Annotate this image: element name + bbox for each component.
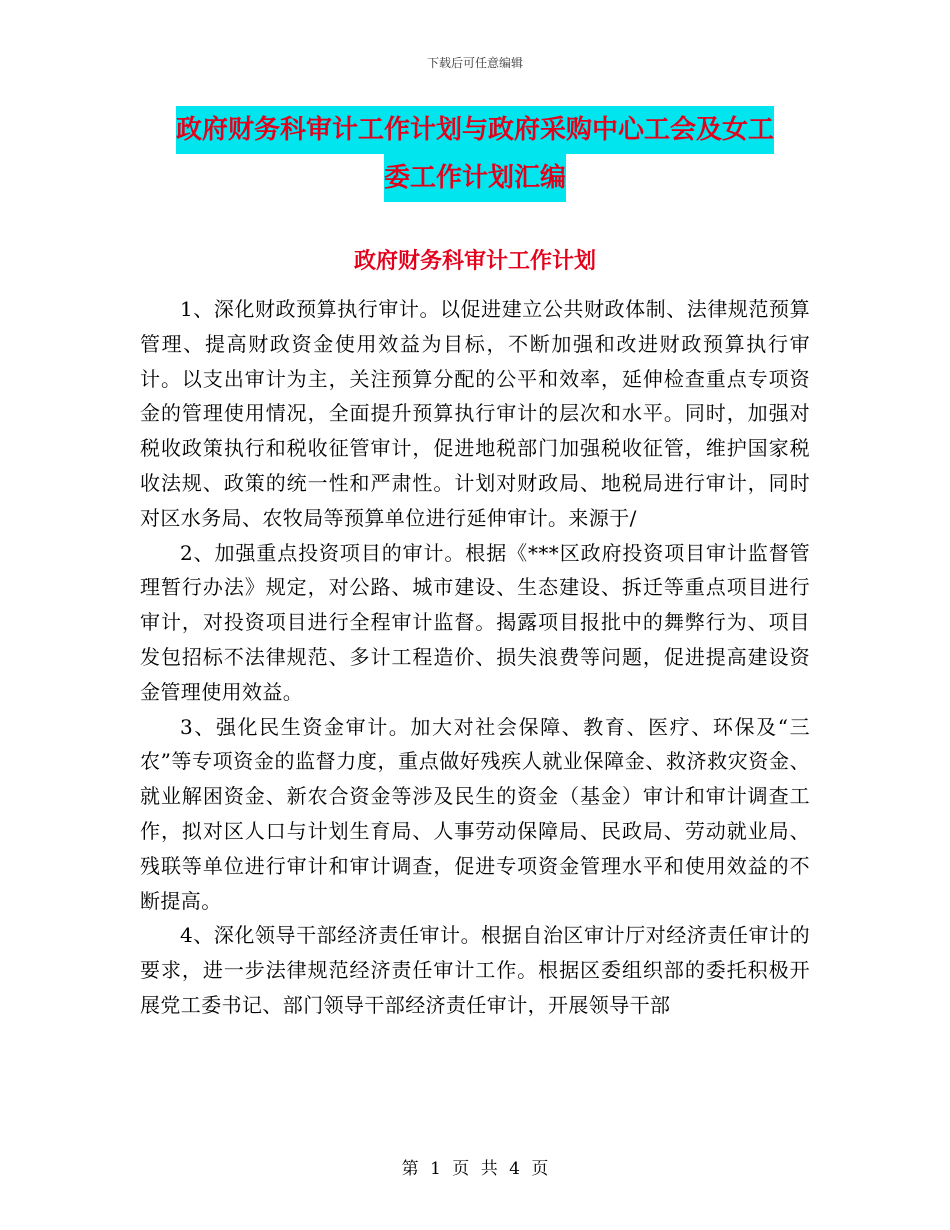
paragraph-1: 1、深化财政预算执行审计。以促进建立公共财政体制、法律规范预算管理、提高财政资金使用效益为目标，不断加强和改进财政预算执行审计。以支出审计为主，关注预算分配的公平和效率，延伸检查重点专项资金的管理使用情况，全面提升预算执行审计的层次和水平。同时，加强对税收政策执行和税收征管审计，促进地税部门加强税收征管，维护国家税收法规、政策的统一性和严肃性。计划对财政局、地税局进行审计，同时对区水务局、农牧局等预算单位进行延伸审计。来源于/ [140, 297, 810, 530]
paragraph-3: 3、强化民生资金审计。加大对社会保障、教育、医疗、环保及“三农”等专项资金的监督力度，重点做好残疾人就业保障金、救济救灾资金、就业解困资金、新农合资金等涉及民生的资金（基金）审计和审计调查工作，拟对区人口与计划生育局、人事劳动保障局、民政局、劳动就业局、残联等单位进行审计和审计调查，促进专项资金管理水平和使用效益的不断提高。 [140, 714, 810, 913]
document-title-line-1: 政府财务科审计工作计划与政府采购中心工会及女工 [176, 106, 774, 154]
page-number: 第 1 页 共 4 页 [401, 1159, 549, 1179]
document-title-line-2: 委工作计划汇编 [384, 154, 566, 202]
section-title: 政府财务科审计工作计划 [353, 249, 596, 274]
header-note: 下载后可任意编辑 [426, 56, 523, 70]
paragraph-2: 2、加强重点投资项目的审计。根据《***区政府投资项目审计监督管理暂行办法》规定，对公路、城市建设、生态建设、拆迁等重点项目进行审计，对投资项目进行全程审计监督。揭露项目报批中的舞弊行为、项目发包招标不法律规范、多计工程造价、损失浪费等问题，促进提高建设资金管理使用效益。 [140, 540, 810, 704]
document-body [140, 292, 810, 1023]
paragraph-4: 4、深化领导干部经济责任审计。根据自治区审计厅对经济责任审计的要求，进一步法律规范经济责任审计工作。根据区委组织部的委托积极开展党工委书记、部门领导干部经济责任审计，开展领导干部 [140, 923, 810, 1017]
document-title [140, 106, 810, 202]
